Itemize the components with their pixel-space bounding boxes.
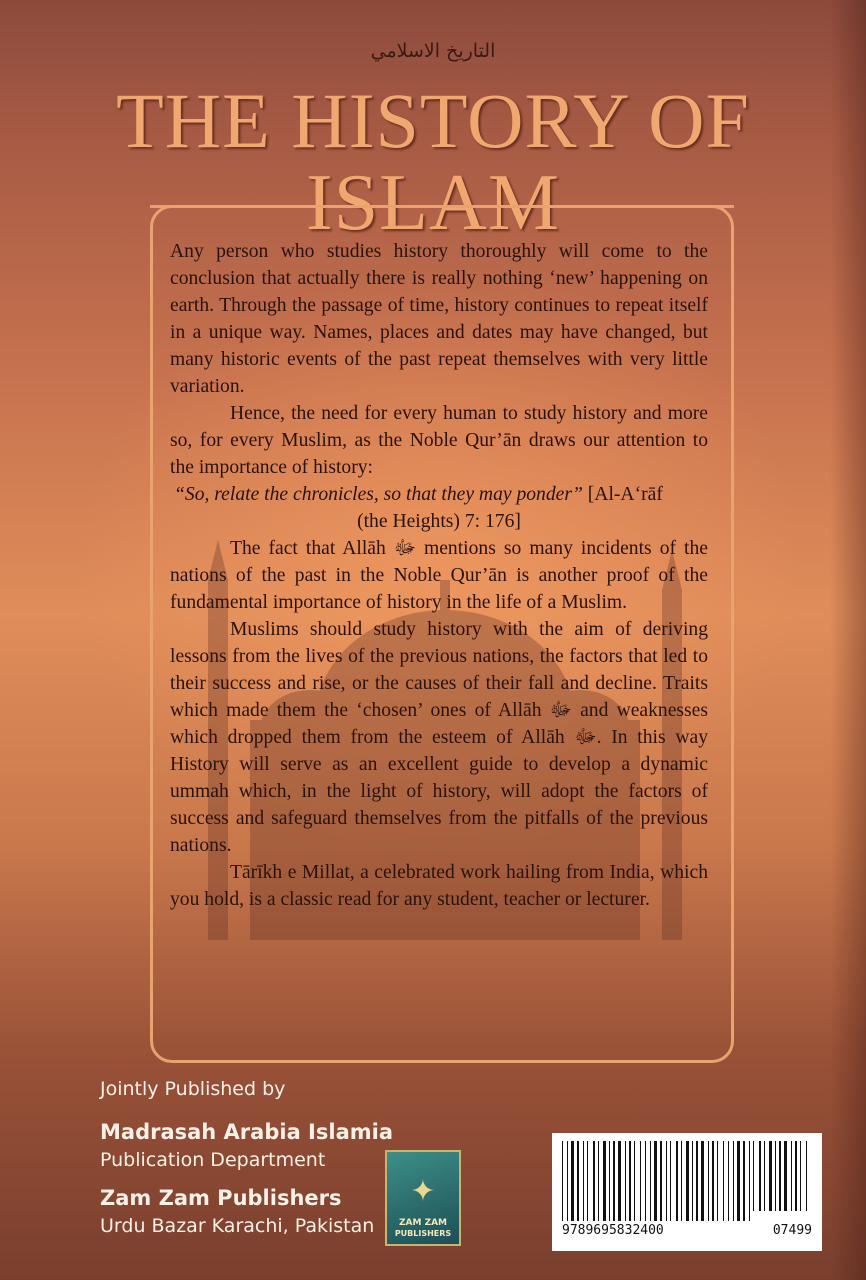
barcode-bar (645, 1141, 646, 1221)
barcode-bar (681, 1141, 682, 1221)
barcode-bar (784, 1141, 787, 1211)
logo-text-2: PUBLISHERS (394, 1229, 452, 1238)
publisher-2-address: Urdu Bazar Karachi, Pakistan (100, 1215, 375, 1237)
barcode-bar (650, 1141, 651, 1221)
barcode-bar (749, 1141, 750, 1221)
barcode-bar (577, 1141, 579, 1221)
barcode-bar (640, 1141, 641, 1221)
barcode-bar (609, 1141, 610, 1221)
blurb-paragraph-1: Any person who studies history thoroughly will come to the conclusion that actually there is really nothing ‘new’ happening on earth. Through the passage of time, history continues to repeat itself in a unique way. Names, places and dates may have changed, but many historic events of the past repeat themselves with very little variation. (170, 241, 708, 397)
blurb-text (170, 238, 708, 913)
barcode-bar (701, 1141, 704, 1221)
barcode-bar (753, 1141, 754, 1211)
quote-text: “So, relate the chronicles, so that they may ponder” (174, 484, 583, 505)
barcode-bars (562, 1141, 812, 1221)
barcode-bar (795, 1141, 797, 1211)
barcode-bar (733, 1141, 734, 1221)
barcode-bar (692, 1141, 693, 1221)
barcode-bar (717, 1141, 718, 1221)
barcode-bar (660, 1141, 662, 1221)
barcode-bar (629, 1141, 631, 1221)
title-line-1: THE HISTORY OF (116, 77, 750, 164)
publisher-1-department: Publication Department (100, 1149, 326, 1171)
barcode-bar (696, 1141, 698, 1221)
barcode-addon: 07499 (772, 1223, 812, 1238)
barcode-bar (625, 1141, 626, 1221)
barcode-bar (666, 1141, 667, 1221)
barcode-bar (634, 1141, 635, 1221)
barcode-bar (759, 1141, 761, 1211)
barcode-bar (618, 1141, 621, 1221)
barcode-bar (670, 1141, 671, 1221)
blurb-paragraph-3: The fact that Allāh ﷻ mentions so many incidents of the nations of the past in the Noble Qur’ān is another proof of the fundamental importance of history in the life of a Muslim. (170, 538, 708, 613)
barcode-bar (764, 1141, 765, 1211)
barcode-bar (571, 1141, 574, 1221)
arabic-title: التاريخ الاسلامي (370, 40, 496, 62)
quote-reference-a: [Al-A‘rāf (587, 484, 663, 505)
barcode-bar (775, 1141, 776, 1211)
barcode-bar (791, 1141, 792, 1211)
barcode-isbn: 9789695832400 (562, 1223, 664, 1238)
barcode-bar (603, 1141, 606, 1221)
quran-quote (170, 481, 708, 508)
barcode-bar (676, 1141, 678, 1221)
zamzam-logo (385, 1150, 461, 1246)
publisher-1-name: Madrasah Arabia Islamia (100, 1120, 393, 1144)
barcode-bar (562, 1141, 563, 1221)
barcode-bar (779, 1141, 781, 1211)
barcode-bar (654, 1141, 657, 1221)
barcode-bar (708, 1141, 709, 1221)
barcode-bar (567, 1141, 568, 1221)
blurb-paragraph-2: Hence, the need for every human to study history and more so, for every Muslim, as the Noble Qur’ān draws our attention to the importance of history: (170, 403, 708, 478)
publisher-2-name: Zam Zam Publishers (100, 1186, 342, 1210)
published-by-label: Jointly Published by (100, 1078, 286, 1100)
barcode-bar (737, 1141, 740, 1221)
logo-text-1: ZAM ZAM (398, 1218, 448, 1228)
barcode-bar (743, 1141, 745, 1221)
logo-emblem-icon: ✦ (410, 1174, 436, 1209)
barcode-bar (686, 1141, 689, 1221)
blurb-paragraph-5: Tārīkh e Millat, a celebrated work hailing from India, which you hold, is a classic read for any student, teacher or lecturer. (170, 862, 708, 910)
barcode-bar (728, 1141, 729, 1221)
quote-reference-b: (the Heights) 7: 176] (357, 511, 521, 532)
barcode-numbers (562, 1223, 812, 1238)
barcode-bar (593, 1141, 595, 1221)
barcode-bar (598, 1141, 599, 1221)
blurb-paragraph-4: Muslims should study history with the aim of deriving lessons from the lives of the previous nations, the factors that led to their success and rise, or the causes of their fall and decline. Traits which made them the ‘chosen’ ones of Allāh ﷻ and weaknesses which dropped them from the esteem of Allāh ﷻ. In this way History will serve as an excellent guide to develop a dynamic ummah which, in the light of history, will adopt the factors of success and safeguard themselves from the pitfalls of the previous nations. (170, 619, 708, 856)
barcode-bar (723, 1141, 724, 1221)
barcode (552, 1133, 822, 1251)
barcode-bar (712, 1141, 714, 1221)
title-line-2: ISLAM (306, 159, 560, 247)
barcode-bar (806, 1141, 807, 1211)
barcode-bar (800, 1141, 801, 1211)
barcode-bar (613, 1141, 615, 1221)
barcode-bar (587, 1141, 588, 1221)
barcode-bar (769, 1141, 772, 1211)
barcode-bar (583, 1141, 584, 1221)
